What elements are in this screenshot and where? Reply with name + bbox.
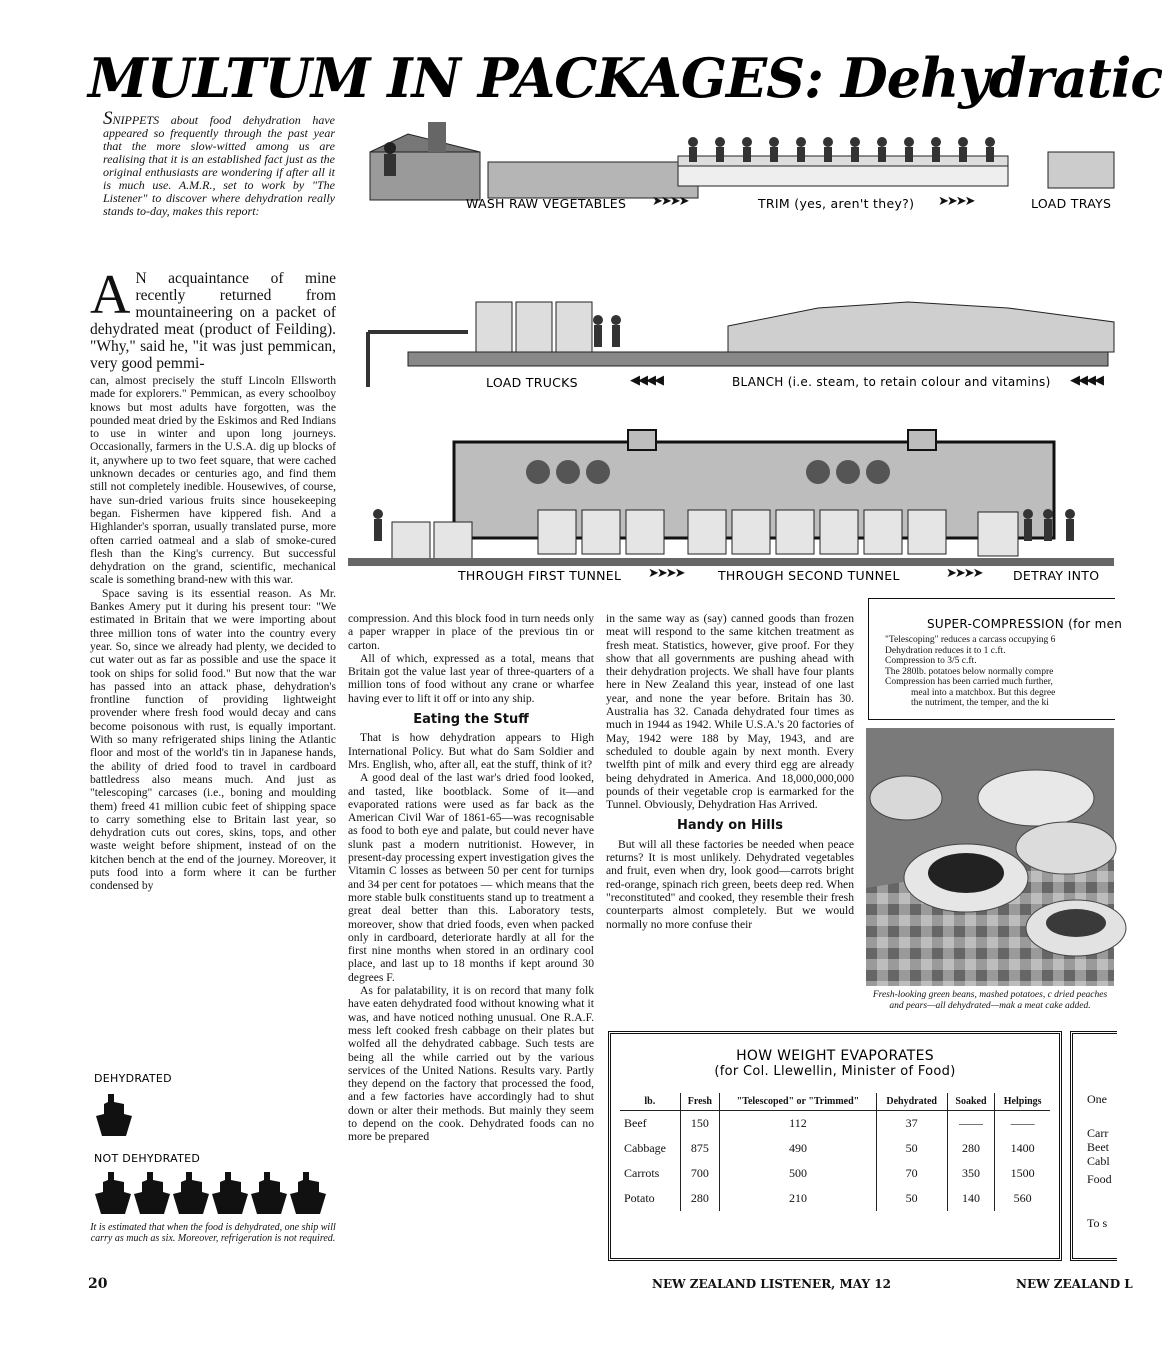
super-compression-line: Dehydration reduces it to 1 c.ft.	[885, 645, 1006, 656]
table-header: lb.	[620, 1093, 680, 1111]
lead-paragraph	[90, 264, 336, 372]
table-row	[620, 1136, 1050, 1161]
column-3	[606, 612, 854, 931]
table-row	[620, 1111, 1050, 1137]
side-box-line: To s	[1087, 1216, 1108, 1230]
table-cell: ——	[947, 1111, 995, 1137]
side-box-line: Carr	[1087, 1126, 1109, 1140]
side-box-line: Beet	[1087, 1140, 1109, 1154]
ship-icon	[289, 1172, 327, 1214]
table-cell: 50	[876, 1136, 947, 1161]
ships-row	[94, 1172, 334, 1216]
super-compression-line: meal into a matchbox. But this degree	[911, 687, 1056, 698]
table-row	[620, 1186, 1050, 1211]
table-cell: 280	[680, 1186, 720, 1211]
super-compression-line: "Telescoping" reduces a carcass occupying 6	[885, 635, 1056, 645]
footer-right: NEW ZEALAND L	[1016, 1277, 1133, 1291]
super-compression-line: Compression to 3/5 c.ft.	[885, 656, 977, 666]
table-header: "Telescoped" or "Trimmed"	[720, 1093, 877, 1111]
dehydrated-label: DEHYDRATED	[94, 1072, 172, 1085]
table-cell: 210	[720, 1186, 877, 1211]
table-cell: 490	[720, 1136, 877, 1161]
label-tunnel-2: THROUGH SECOND TUNNEL	[718, 568, 900, 583]
table-row	[620, 1161, 1050, 1186]
table-cell: Carrots	[620, 1161, 680, 1186]
table-cell: 875	[680, 1136, 720, 1161]
table-cell: 700	[680, 1161, 720, 1186]
arrow-left-icon: ◀◀◀◀	[630, 373, 662, 388]
ship-caption: It is estimated that when the food is dehydrated, one ship will carry as much as six. Moreover, refrigeration is not required.	[90, 1222, 336, 1244]
table-cell: Cabbage	[620, 1136, 680, 1161]
lead-drop-letter: A	[90, 264, 131, 326]
label-blanch: BLANCH (i.e. steam, to retain colour and vitamins)	[732, 375, 1051, 389]
arrow-left-icon: ◀◀◀◀	[1070, 373, 1102, 388]
label-load-trucks: LOAD TRUCKS	[486, 375, 578, 390]
table-header: Fresh	[680, 1093, 720, 1111]
ship-icon	[250, 1172, 288, 1214]
table-cell: 280	[947, 1136, 995, 1161]
table-cell: 50	[876, 1186, 947, 1211]
arrow-right-icon: ➤➤➤➤	[946, 566, 982, 581]
label-wash: WASH RAW VEGETABLES	[466, 196, 627, 211]
super-compression-line: the nutriment, the temper, and the ki	[911, 698, 1049, 708]
table-header: Dehydrated	[876, 1093, 947, 1111]
col2-paragraph: compression. And this block food in turn needs only a paper wrapper in place of the previous tin or carton.	[348, 612, 594, 652]
label-tunnel-1: THROUGH FIRST TUNNEL	[458, 568, 622, 583]
subheading-eating: Eating the Stuff	[413, 712, 529, 728]
table-header-row	[620, 1093, 1050, 1111]
super-compression-line: Compression has been carried much further,	[885, 677, 1053, 687]
arrow-right-icon: ➤➤➤➤	[652, 194, 688, 209]
food-photo-image	[866, 728, 1114, 986]
process-illustration	[348, 112, 1114, 598]
col3-paragraph: in the same way as (say) canned goods than frozen meat will respond to the same kitchen treatment as fresh meat. Statistics, however, give proof. For they show that all governments are pushing ahead with their dehydration projects. We shall have four plants here in New Zealand this year, instead of one last year, and none the year before. Britain has 30. Australia has 32. Canada dehydrated four times as much in 1944 as 1942. While U.S.A.'s 20 factories of May, 1942 were 188 by May, 1943, and are scheduled to double again by next month. Every twelfth pint of milk and every third egg are already being dehydrated in America. And 18,000,000,000 pounds of their vegetable crop is earmarked for the Tunnel. Obviously, Dehydration Has Arrived.	[606, 612, 854, 812]
col3-paragraph: But will all these factories be needed when peace returns? It is most unlikely. Dehydrated vegetables and fruit, even when dry, look good—carrots bright red-orange, spinach rich green, beets deep red. When "reconstituted" and cooked, they resemble their fresh counterparts almost completely. But we would normally no more confuse their	[606, 837, 854, 931]
label-detray: DETRAY INTO	[1013, 568, 1100, 583]
column-1	[90, 374, 336, 893]
ship-icon	[172, 1172, 210, 1214]
super-compression-title: SUPER-COMPRESSION (for men	[927, 617, 1123, 631]
weight-table-subtitle: (for Col. Llewellin, Minister of Food)	[714, 1064, 956, 1079]
table-cell: 150	[680, 1111, 720, 1137]
table-cell: 1500	[1010, 1166, 1035, 1180]
intro-paragraph	[103, 108, 335, 218]
subheading-handy: Handy on Hills	[677, 818, 783, 834]
col2-paragraph: As for palatability, it is on record that many folk have eaten dehydrated food without knowing what it was, and have noticed nothing unusual. One R.A.F. mess left cooked fresh cabbage on their plates but wolfed all the dehydrated cabbage. Such tests are being all the while carried out by the various services of the United Nations. Results vary. Partly they depend on the factory that processed the food, and a few factories have accordingly had to shut down or alter their methods. But mainly they seem to depend on the cook. Dehydrated foods can no more be prepared	[348, 984, 594, 1144]
side-box-line: One	[1087, 1092, 1107, 1106]
label-trim: TRIM (yes, aren't they?)	[758, 196, 915, 211]
ship-icon	[94, 1094, 134, 1136]
table-cell: 560	[1013, 1191, 1032, 1205]
table-cell: 350	[947, 1161, 995, 1186]
table-cell: Beef	[620, 1111, 680, 1137]
table-header: Helpings	[995, 1093, 1050, 1111]
table-cell: ——	[1010, 1116, 1035, 1130]
ship-icon	[133, 1172, 171, 1214]
table-cell: 1400	[1010, 1141, 1035, 1155]
col2-paragraph: A good deal of the last war's dried food looked, and tasted, like bootblack. Some of it—and evaporated rations were used as far back as the American Civil War of 1861-65—was recognisable as food to both eye and palate, but could never have slunk past a modern nutritionist. However, in present-day processing expert investigation gives the Vitamin C losses as between 50 per cent for turnips and 34 per cent for potatoes — which means that the more stable bulk constituents stand up to treatment a great deal better than this. Laboratory tests, moreover, show that dried foods, even when packed only in cardboard, deteriorate hardly at all for the first nine months when stored in an ordinary cool place, and last up to 18 months if kept around 30 degrees F.	[348, 771, 594, 984]
lead-text: N acquaintance of mine recently returned from mountaineering on a packet of dehydrated meat (product of Feilding). "Why," said he, "it was just pemmican, very good pemmi-	[90, 270, 336, 372]
arrow-right-icon: ➤➤➤➤	[648, 566, 684, 581]
table-cell: 140	[947, 1186, 995, 1211]
footer-center: NEW ZEALAND LISTENER, MAY 12	[652, 1277, 891, 1291]
ship-graphic	[90, 1072, 336, 1262]
table-header: Soaked	[947, 1093, 995, 1111]
page-number: 20	[88, 1276, 108, 1292]
intro-text: NIPPETS about food dehydration have appeared so frequently through the past year that the more slow-witted among us are realising that it is an established fact just as the original enthusiasts are wondering if after all it is much use. A.M.R., set to work by "The Listener" to discover where dehydration really stands to-day, makes this report:	[103, 113, 335, 218]
side-box-line: Cabl	[1087, 1154, 1110, 1168]
factory-diagram	[348, 112, 1114, 598]
table-cell: 37	[876, 1111, 947, 1137]
col2-paragraph: All of which, expressed as a total, means that Britain got the value last year of three-quarters of a million tons of food without any crane or wharfee having ever to lift it off or into any ship.	[348, 651, 594, 705]
table-cell: 70	[876, 1161, 947, 1186]
not-dehydrated-label: NOT DEHYDRATED	[94, 1152, 201, 1165]
arrow-right-icon: ➤➤➤➤	[938, 194, 974, 209]
col1-paragraph: Space saving is its essential reason. As Mr. Bankes Amery put it during his present tour: "We estimated in Britain that we were importing about three million tons of water into the country every year. So, since we already had plenty, we decided to cut water out as far as possible and use the space it took on ships for solid food." But now that the war has passed into an attack phase, dehydration's frontline function of providing lightweight provender where fresh food would decay and cans become poisonous with rust, is equally important. With so many refrigerated ships lining the Atlantic floor and most of the world's tin in Japanese hands, the ability of dried food to travel in cardboard battledress also means much. And just as "telescoping" carcases (i.e., boning and moulding them) freed 41 million cubic feet of shipping space to carry something else to Britain last year, so dehydration cuts out cores, skins, tops, and other waste weight before shipment, instead of on the kitchen bench at the end of the journey. Moreover, it puts food into a form where it can be further condensed by	[90, 586, 336, 893]
table-cell: Potato	[620, 1186, 680, 1211]
side-box	[1070, 1031, 1117, 1261]
column-2	[348, 612, 594, 1144]
weight-table-title: HOW WEIGHT EVAPORATES	[736, 1048, 934, 1064]
photo-caption: Fresh-looking green beans, mashed potatoes, c dried peaches and pears—all dehydrated—mak a meat cake added.	[872, 990, 1108, 1011]
super-compression-line: The 280lb. potatoes below normally compre	[885, 666, 1054, 677]
table-cell: 112	[720, 1111, 877, 1137]
weight-table-box	[608, 1031, 1062, 1261]
weight-table	[620, 1093, 1050, 1211]
intro-drop-letter: S	[103, 108, 113, 129]
ship-icon	[94, 1172, 132, 1214]
food-photo	[866, 728, 1114, 986]
side-box-line: Food	[1087, 1172, 1112, 1186]
table-cell: 500	[720, 1161, 877, 1186]
ship-icon	[211, 1172, 249, 1214]
super-compression-box	[868, 598, 1123, 720]
col2-paragraph: That is how dehydration appears to High International Policy. But what do Sam Soldier and Mrs. English, who, after all, eat the stuff, think of it?	[348, 731, 594, 771]
col1-paragraph: can, almost precisely the stuff Lincoln Ellsworth made for explorers." Pemmican, as every schoolboy knows but most adults have forgotten, was the pounded meat dried by the Eskimos and Red Indians to use in winter and upon long journeys. Occasionally, farmers in the U.S.A. dig up blocks of it, anywhere up to two feet square, that were cached unknown decades or centuries ago, and find them still not completely inedible. Housewives, of course, have sun-dried various fruits since housekeeping began. Fishermen have kippered fish. And a Highlander's sporran, usually translated purse, more often carried oatmeal and a slab of smoke-cured flesh than the King's currency. But successful dehydration on the grand, scientific, mechanical scale is something brand-new with this war.	[90, 374, 336, 587]
label-load-trays: LOAD TRAYS	[1031, 196, 1112, 211]
headline: MULTUM IN PACKAGES: Dehydratic	[88, 46, 1162, 110]
